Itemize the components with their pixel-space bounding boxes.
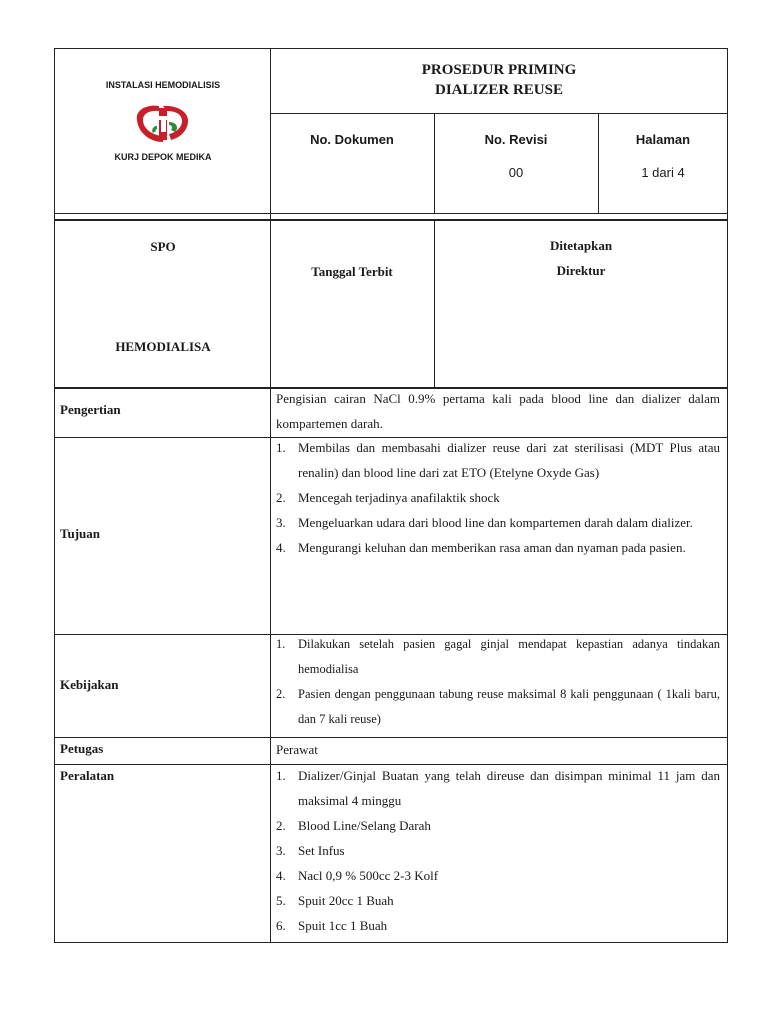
header-double-rule: [54, 213, 728, 214]
list-item: 4. Nacl 0,9 % 500cc 2-3 Kolf: [276, 868, 439, 883]
page-value: 1 dari 4: [641, 165, 685, 180]
doc-number-label: No. Dokumen: [310, 132, 394, 147]
pengertian-label: Pengertian: [60, 402, 121, 417]
institution-name: INSTALASI HEMODIALISIS: [105, 80, 221, 90]
list-item: 4. Mengurangi keluhan dan memberikan rasa aman dan nyaman pada pasien.: [276, 540, 686, 555]
list-item: 6. Spuit 1cc 1 Buah: [276, 918, 388, 933]
list-item: 2. Pasien dengan penggunaan tabung reuse maksimal 8 kali penggunaan ( 1kali baru, dan 7 kali reuse): [276, 687, 720, 726]
list-item-text: Dializer/Ginjal Buatan yang telah direuse dan disimpan minimal 11 jam dan maksimal 4 minggu: [298, 768, 720, 808]
revision-value: 00: [508, 165, 524, 180]
list-item: 1. Membilas dan membasahi dializer reuse dari zat sterilisasi (MDT Plus atau renalin) dan blood line dari zat ETO (Etelyne Oxyde Gas): [276, 440, 720, 480]
list-item-text: Membilas dan membasahi dializer reuse dari zat sterilisasi (MDT Plus atau renalin) dan blood line dari zat ETO (Etelyne Oxyde Gas): [298, 440, 720, 480]
petugas-label: Petugas: [60, 741, 104, 756]
list-item-text: Nacl 0,9 % 500cc 2-3 Kolf: [298, 868, 439, 883]
list-item-text: Spuit 1cc 1 Buah: [298, 918, 388, 933]
spo-divider-1: [270, 220, 271, 388]
list-item: 5. Spuit 20cc 1 Buah: [276, 893, 394, 908]
title-divider: [270, 113, 728, 114]
peralatan-label: Peralatan: [60, 768, 115, 783]
list-item: 2. Mencegah terjadinya anafilaktik shock: [276, 490, 500, 505]
tujuan-label: Tujuan: [60, 526, 100, 541]
spo-label: SPO: [150, 239, 176, 254]
doc-col-divider-1: [434, 113, 435, 214]
list-item-text: Mengeluarkan udara dari blood line dan kompartemen darah dalam dializer.: [298, 515, 693, 530]
issue-date-label: Tanggal Terbit: [311, 264, 393, 279]
determined-label: Ditetapkan: [549, 238, 613, 253]
revision-label: No. Revisi: [484, 132, 548, 147]
list-item-text: Set Infus: [298, 843, 345, 858]
peralatan-list: [276, 763, 720, 938]
content-col-divider: [270, 388, 271, 943]
list-item-text: Blood Line/Selang Darah: [298, 818, 431, 833]
kebijakan-label: Kebijakan: [60, 677, 119, 692]
doc-col-divider-2: [598, 113, 599, 214]
list-item-text: Mengurangi keluhan dan memberikan rasa aman dan nyaman pada pasien.: [298, 540, 686, 555]
list-item-text: Mencegah terjadinya anafilaktik shock: [298, 490, 500, 505]
list-item-text: Pasien dengan penggunaan tabung reuse maksimal 8 kali penggunaan ( 1kali baru, dan 7 kali reuse): [298, 687, 720, 726]
tujuan-list: [276, 435, 720, 560]
list-item: 3. Mengeluarkan udara dari blood line dan kompartemen darah dalam dializer.: [276, 515, 693, 530]
page-label: Halaman: [635, 132, 691, 147]
spo-subject: HEMODIALISA: [115, 339, 211, 354]
document-title-line-2: DIALIZER REUSE: [435, 82, 563, 98]
petugas-text: Perawat: [276, 742, 318, 757]
kebijakan-list: [276, 632, 720, 732]
logo-mark-icon: [137, 106, 188, 142]
list-item: 1. Dilakukan setelah pasien gagal ginjal mendapat kepastian adanya tindakan hemodialisa: [276, 637, 720, 676]
list-item: 3. Set Infus: [276, 843, 345, 858]
pengertian-text: Pengisian cairan NaCl 0.9% pertama kali pada blood line dan dializer dalam kompartemen darah.: [276, 391, 720, 431]
clinic-logo: [133, 102, 193, 146]
director-label: Direktur: [556, 263, 606, 278]
list-item-text: Dilakukan setelah pasien gagal ginjal mendapat kepastian adanya tindakan hemodialisa: [298, 637, 720, 676]
clinic-name: KURJ DEPOK MEDIKA: [114, 152, 212, 162]
list-item-text: Spuit 20cc 1 Buah: [298, 893, 394, 908]
list-item: 2. Blood Line/Selang Darah: [276, 818, 431, 833]
list-item: 1. Dializer/Ginjal Buatan yang telah direuse dan disimpan minimal 11 jam dan maksimal 4 minggu: [276, 768, 720, 808]
document-title-line-1: PROSEDUR PRIMING: [421, 62, 577, 78]
